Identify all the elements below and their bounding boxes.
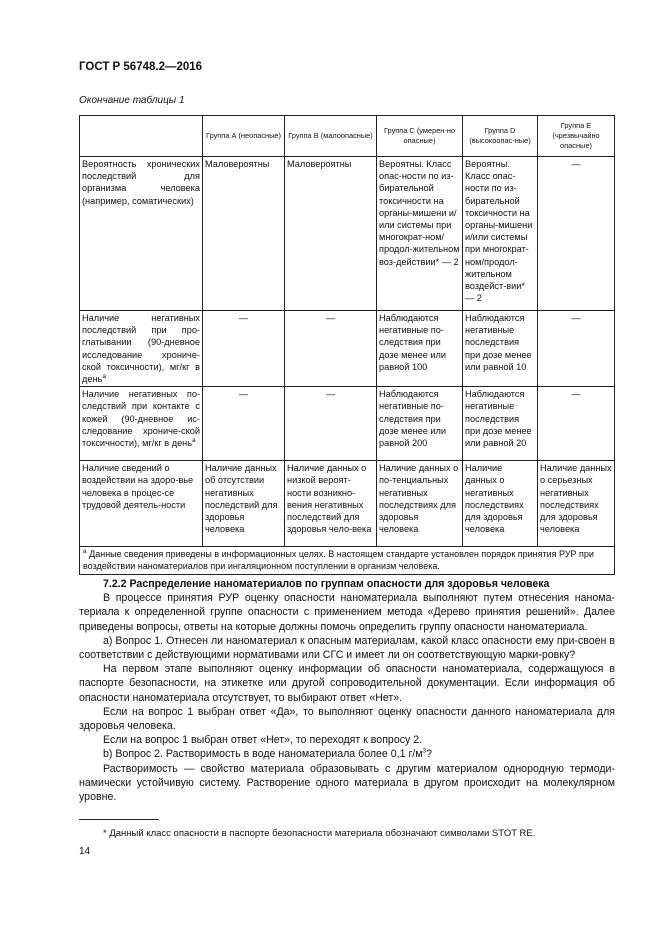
table-cell: Наличие данных о по-тенциальных негативных последствиях для здоровья человека <box>377 461 463 547</box>
table-cell: Вероятны. Класс опас-ности по из-бирательной токсичности на органы-мишени и/или системы при многократ-ном/продол-жительном воз-действии* — 2 <box>377 157 463 311</box>
document-header: ГОСТ Р 56748.2—2016 <box>79 61 203 73</box>
table-footnote-row <box>80 547 615 575</box>
table-cell: Маловероятны <box>285 157 377 311</box>
table-row <box>80 387 615 461</box>
table-cell: Вероятны. Класс опас-ности по из-бирательной токсичности на органы-мишени и/или системы при многократ-ном/продол-жительном воздейст-вии* — 2 <box>463 157 538 311</box>
table-cell: Наблюдаются негативные по-следствия при дозе менее или равной 200 <box>377 387 463 461</box>
table-cell: Наблюдаются негативные последствия при дозе менее или равной 20 <box>463 387 538 461</box>
footnote-mark: a <box>83 548 87 556</box>
table-footnote-text: Данные сведения приведены в информационных целях. В настоящем стандарте установлен порядок принятия РУР при воздействии наноматериалов при ингаляционном поступлении в организм человека. <box>83 549 594 571</box>
paragraph: а) Вопрос 1. Отнесен ли наноматериал к опасным материалам, какой класс опасности ему при-своен в соответствии с действующими нормативами или СГС и имеет ли он соответствующую марки-ровку? <box>79 634 615 662</box>
section-heading: 7.2.2 Распределение наноматериалов по группам опасности для здоровья человека <box>103 578 550 590</box>
table-cell: — <box>203 387 285 461</box>
row-label-cell: Вероятность хронических последствий для организма человека (например, соматических) <box>80 157 203 311</box>
table-row <box>80 461 615 547</box>
row-label-cell <box>80 311 203 387</box>
table-cell: Наблюдаются негативные по-следствия при дозе менее или равной 100 <box>377 311 463 387</box>
table-footnote <box>80 547 615 575</box>
table-cell: Наличие данных о серьезных негативных последствиях для здоровья человека <box>538 461 615 547</box>
row-label-cell <box>80 387 203 461</box>
table-cell: — <box>538 157 615 311</box>
page-footnote: * Данный класс опасности в паспорте безопасности материала обозначают символами STOT RE. <box>103 828 536 839</box>
footnote-divider <box>79 819 159 820</box>
table-cell: Наблюдаются негативные последствия при дозе менее или равной 10 <box>463 311 538 387</box>
row-label-cell: Наличие сведений о воздействии на здоро-вье человека в процес-се трудовой деятель-ности <box>80 461 203 547</box>
table-header-row <box>80 116 615 157</box>
table-cell: Наличие данных о негативных последствиях для здоровья человека <box>463 461 538 547</box>
header-cell <box>80 116 203 157</box>
hazard-groups-table <box>79 115 615 575</box>
table-cell: Наличие данных о низкой вероят-ности возникно-вения негативных последствий для здоровья чело-века <box>285 461 377 547</box>
paragraph: Растворимость — свойство материала образовывать с другим материалом однородную термоди-намически устойчивую систему. Растворение одного материала в другом происходит на молекулярном уровне. <box>79 762 615 804</box>
table-cell: Наличие данных об отсутствии негативных последствий для здоровья человека <box>203 461 285 547</box>
table-row <box>80 311 615 387</box>
table-cell: — <box>538 311 615 387</box>
header-cell: Группа В (малоопасные) <box>285 116 377 157</box>
table-caption: Окончание таблицы 1 <box>79 95 185 106</box>
header-cell: Группа С (умерен-но опасные) <box>377 116 463 157</box>
row-label-text: Наличие негативных по-следствий при контакте с кожей (90-дневное ис-следование хрониче-ской токсичности), мг/кг в день <box>82 389 200 449</box>
page-number: 14 <box>79 846 91 857</box>
table-cell: — <box>203 311 285 387</box>
table-cell: — <box>285 311 377 387</box>
footnote-mark: a <box>192 436 196 444</box>
table-row <box>80 157 615 311</box>
table-cell: — <box>538 387 615 461</box>
header-cell: Группа А (неопасные) <box>203 116 285 157</box>
row-label-text: Наличие негативных последствий при про-глатывании (90-дневное исследование хрониче-ской токсичности), мг/кг в день <box>82 313 200 385</box>
table-cell: Маловероятны <box>203 157 285 311</box>
paragraph: На первом этапе выполняют оценку информации об опасности наноматериала, содержащуюся в паспорте безопасности, на этикетке или другой сопроводительной документации. Если информация об опасности наноматериала отсутствует, то выбирают ответ «Нет». <box>79 663 615 704</box>
header-cell: Группа Е (чрезвычайно опасные) <box>538 116 615 157</box>
table-cell: — <box>285 387 377 461</box>
superscript: 3 <box>422 747 427 755</box>
paragraph: В процессе принятия РУР оценку опасности наноматериала выполняют путем отнесения нанома-териала к определенной группе опасности с применением метода «Дерево принятия решений». Далее приведены вопросы, ответы на которые должны помочь определить группу опасности наноматериала. <box>79 592 615 633</box>
paragraph: Если на вопрос 1 выбран ответ «Да», то выполняют оценку опасности данного наноматериала для здоровья человека. <box>79 705 615 733</box>
footnote-mark: a <box>102 372 106 380</box>
paragraph: Если на вопрос 1 выбран ответ «Нет», то переходят к вопросу 2. <box>103 734 423 747</box>
paragraph-text: b) Вопрос 2. Растворимость в воде наноматериала более 0,1 г/м <box>103 748 423 761</box>
section-text <box>79 577 615 804</box>
paragraph <box>79 747 615 761</box>
header-cell: Группа D (высокоопас-ные) <box>463 116 538 157</box>
paragraph-text: ? <box>426 748 433 761</box>
